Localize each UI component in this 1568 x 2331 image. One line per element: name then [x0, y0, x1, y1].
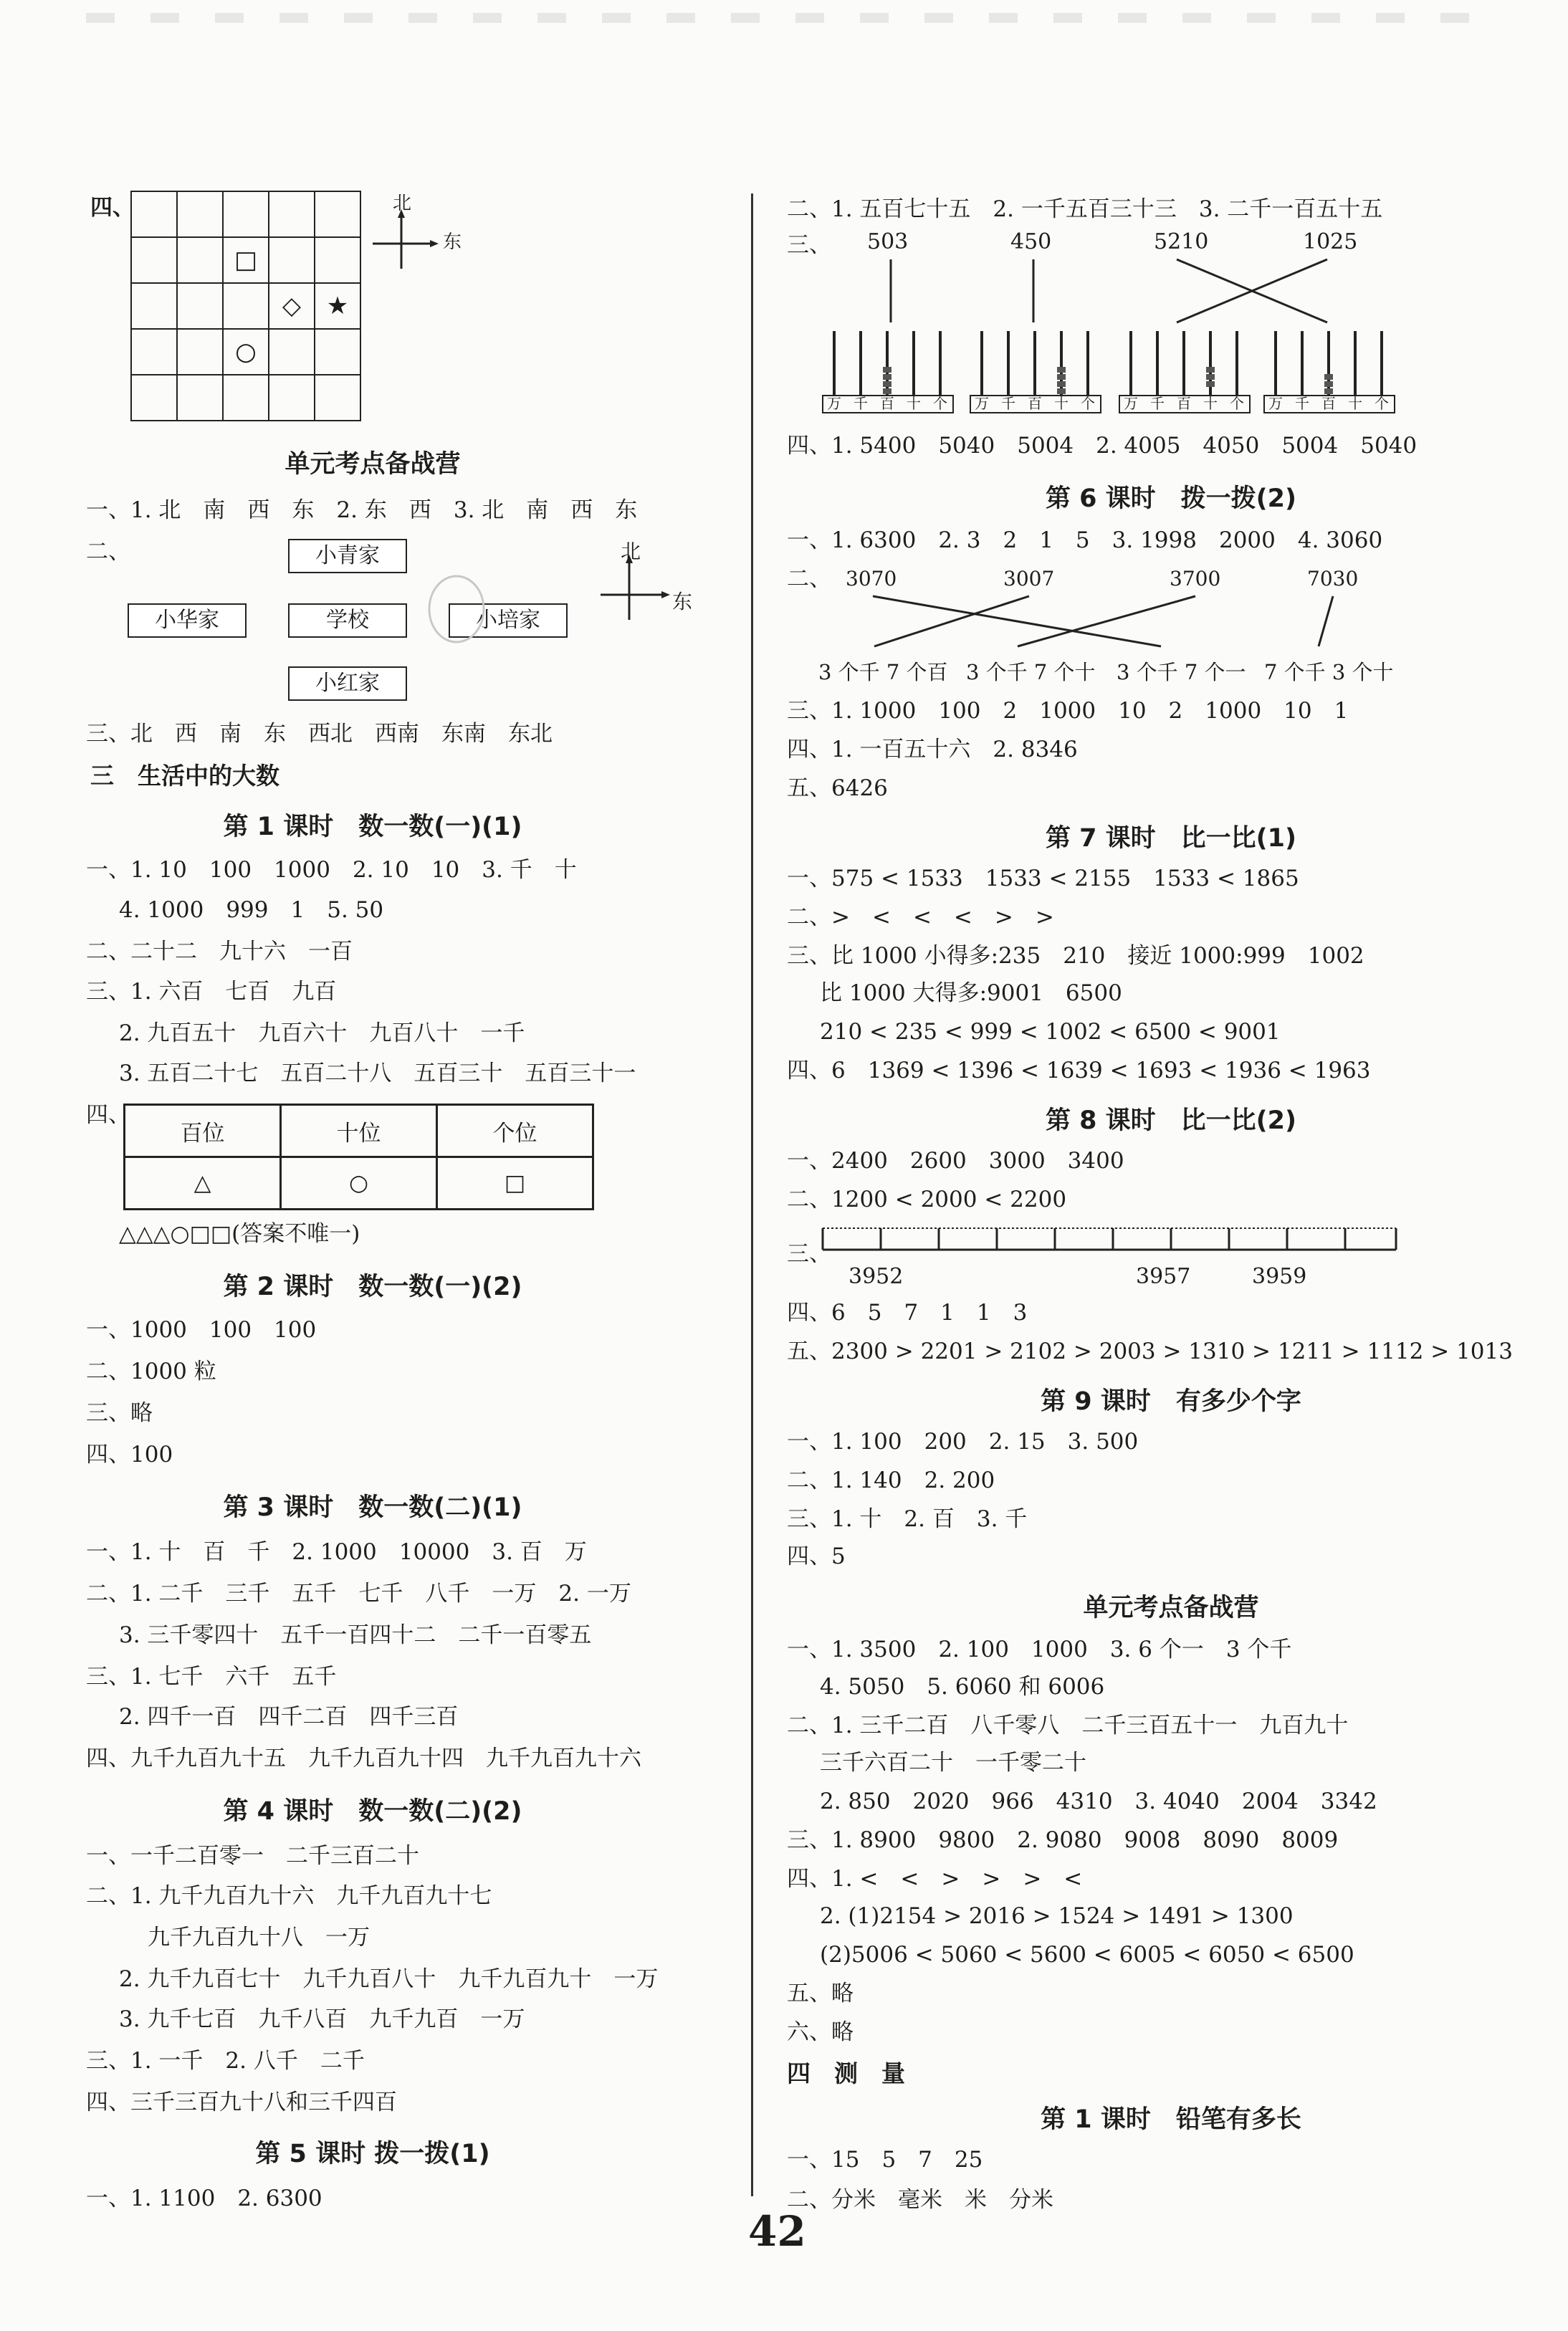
l6-number-3: 3700: [1170, 567, 1221, 590]
abacus-1-place-label: 百: [880, 395, 894, 412]
map-box-left: 小华家: [128, 603, 247, 638]
ur-q1: 一、1. 北 南 西 东 2. 东 西 3. 北 南 西 东: [86, 497, 638, 523]
l6-desc-4: 7 个千 3 个十: [1264, 660, 1394, 684]
l9-line-c: 三、1. 十 2. 百 3. 千: [787, 1506, 1028, 1532]
lesson-6-title: 第 6 课时 拨一拨(2): [1045, 484, 1297, 513]
l6-desc-2: 3 个千 7 个十: [966, 660, 1096, 684]
l9-line-d: 四、5: [787, 1543, 846, 1569]
l6-desc-3: 3 个千 7 个一: [1117, 660, 1246, 684]
grid-question-label: 四、: [90, 195, 135, 221]
l6-number-1: 3070: [846, 567, 897, 590]
pv-symbol-hundreds: △: [125, 1157, 281, 1210]
ur-q2-label: 二、: [86, 539, 130, 565]
ur2-line-i: (2)5006 < 5060 < 5600 < 6005 < 6050 < 6500: [820, 1942, 1354, 1968]
l1-line-f: 3. 五百二十七 五百二十八 五百三十 五百三十一: [119, 1061, 636, 1086]
abacus-2-place-label: 百: [1028, 395, 1042, 412]
r-line-c: 四、1. 5400 5040 5004 2. 4005 4050 5004 5040: [787, 433, 1418, 459]
star-symbol: ★: [315, 283, 360, 329]
ur2-line-g: 四、1. < < > > > <: [787, 1866, 1083, 1892]
ur2-line-k: 六、略: [787, 2019, 854, 2045]
abacus-3-place-label: 百: [1177, 395, 1191, 412]
l3-line-c: 3. 三千零四十 五千一百四十二 二千一百零五: [119, 1622, 592, 1648]
m1-line-b: 二、分米 毫米 米 分米: [787, 2187, 1053, 2213]
lesson-4-title: 第 4 课时 数一数(二)(2): [223, 1797, 522, 1826]
lesson-9-title: 第 9 课时 有多少个字: [1041, 1387, 1301, 1416]
abacus-2-place-label: 十: [1054, 395, 1069, 412]
l4-line-b: 二、1. 九千九百九十六 九千九百九十七: [86, 1883, 492, 1909]
l1-line-h: △△△○□□(答案不唯一): [119, 1221, 360, 1247]
l3-line-d: 三、1. 七千 六千 五千: [86, 1664, 337, 1690]
map-box-center: 学校: [288, 603, 407, 638]
ur2-line-j: 五、略: [787, 1981, 854, 2006]
circle-symbol: ○: [223, 329, 269, 375]
ur2-line-d: 三千六百二十 一千零二十: [820, 1750, 1086, 1776]
abacus-2-place-label: 千: [1001, 395, 1015, 412]
l1-line-d: 三、1. 六百 七百 九百: [86, 979, 337, 1005]
abacus-4-place-label: 千: [1295, 395, 1309, 412]
lesson-5-title: 第 5 课时 拨一拨(1): [255, 2140, 490, 2168]
abacus-1-place-label: 十: [907, 395, 921, 412]
r-line-b-label: 三、: [787, 232, 831, 258]
l7-line-f: 四、6 1369 < 1396 < 1639 < 1693 < 1936 < 1963: [787, 1058, 1371, 1083]
m1-line-a: 一、15 5 7 25: [787, 2147, 983, 2173]
ur2-line-c: 二、1. 三千二百 八千零八 二千三百五十一 九百九十: [787, 1713, 1349, 1738]
abacus-3-place-label: 十: [1203, 395, 1218, 412]
pv-header-ones: 个位: [437, 1105, 593, 1157]
l6-desc-1: 3 个千 7 个百: [818, 660, 948, 684]
ur2-line-f: 三、1. 8900 9800 2. 9080 9008 8090 8009: [787, 1827, 1339, 1853]
abacus-4-place-label: 个: [1375, 395, 1389, 412]
abacus-1-place-label: 个: [933, 395, 947, 412]
l8-line-a: 一、2400 2600 3000 3400: [787, 1148, 1124, 1174]
l7-line-a: 一、575 < 1533 1533 < 2155 1533 < 1865: [787, 866, 1299, 891]
l1-line-c: 二、二十二 九十六 一百: [86, 939, 353, 965]
abacus-3-place-label: 万: [1124, 395, 1138, 412]
map-compass-north: 北: [621, 540, 641, 563]
l6-line-d: 四、1. 一百五十六 2. 8346: [787, 737, 1078, 762]
watermark-stamp-icon: [424, 573, 489, 645]
place-value-table: [123, 1104, 594, 1210]
map-box-top: 小青家: [288, 539, 407, 573]
ur2-line-h: 2. (1)2154 > 2016 > 1524 > 1491 > 1300: [820, 1903, 1294, 1929]
l4-line-e: 3. 九千七百 九千八百 九千九百 一万: [119, 2006, 525, 2032]
l1-line-e: 2. 九百五十 九百六十 九百八十 一千: [119, 1020, 525, 1046]
l6-line-e: 五、6426: [787, 775, 888, 801]
map-compass-east: 东: [672, 590, 693, 613]
pv-header-tens: 十位: [281, 1105, 437, 1157]
l8-line-d: 四、6 5 7 1 1 3: [787, 1300, 1028, 1326]
abacus-4-place-label: 万: [1268, 395, 1283, 412]
l3-line-e: 2. 四千一百 四千二百 四千三百: [119, 1704, 459, 1730]
l1-line-a: 一、1. 10 100 1000 2. 10 10 3. 千 十: [86, 857, 577, 883]
l8-line-c-label: 三、: [787, 1241, 831, 1267]
l4-line-d: 2. 九千九百七十 九千九百八十 九千九百九十 一万: [119, 1966, 659, 1992]
l8-line-e: 五、2300 > 2201 > 2102 > 2003 > 1310 > 1211 > 1112 > 1013: [787, 1339, 1513, 1364]
l9-line-a: 一、1. 100 200 2. 15 3. 500: [787, 1429, 1139, 1455]
ur2-line-b: 4. 5050 5. 6060 和 6006: [820, 1674, 1105, 1700]
ur-q3: 三、北 西 南 东 西北 西南 东南 东北: [86, 721, 553, 747]
l6-line-a: 一、1. 6300 2. 3 2 1 5 3. 1998 2000 4. 3060: [787, 527, 1383, 553]
column-divider: [751, 193, 753, 2196]
abacus-2-place-label: 万: [975, 395, 989, 412]
l4-line-g: 四、三千三百九十八和三千四百: [86, 2090, 397, 2115]
l6-match-lines: [774, 595, 1491, 652]
l7-line-b: 二、> < < < > >: [787, 904, 1054, 930]
numline-label-2: 3957: [1136, 1264, 1191, 1289]
abacus-match-lines: [774, 259, 1491, 331]
unit-review-title: 单元考点备战营: [285, 450, 461, 479]
lesson-2-title: 第 2 课时 数一数(一)(2): [223, 1273, 522, 1301]
diamond-symbol: ◇: [269, 283, 315, 329]
abacus-1-place-label: 千: [854, 395, 868, 412]
l7-line-c: 三、比 1000 小得多:235 210 接近 1000:999 1002: [787, 943, 1364, 969]
abacus-1-place-label: 万: [827, 395, 841, 412]
abacus-4-place-label: 百: [1321, 395, 1336, 412]
grid-compass-north: 北: [393, 193, 412, 214]
l1-line-b: 4. 1000 999 1 5. 50: [119, 897, 384, 923]
position-grid: [130, 191, 361, 421]
abacus-number-1: 503: [867, 229, 909, 254]
pv-symbol-tens: ○: [281, 1157, 437, 1210]
abacus-3-place-label: 千: [1150, 395, 1165, 412]
l4-line-a: 一、一千二百零一 二千三百二十: [86, 1843, 419, 1869]
l4-line-f: 三、1. 一千 2. 八千 二千: [86, 2048, 365, 2074]
numline-label-3: 3959: [1252, 1264, 1307, 1289]
map-box-bottom: 小红家: [288, 666, 407, 701]
abacus-4-place-label: 十: [1348, 395, 1362, 412]
l3-line-b: 二、1. 二千 三千 五千 七千 八千 一万 2. 一万: [86, 1581, 631, 1607]
l2-line-a: 一、1000 100 100: [86, 1317, 317, 1343]
pv-header-hundreds: 百位: [125, 1105, 281, 1157]
abacus-number-3: 5210: [1154, 229, 1209, 254]
abacus-number-4: 1025: [1303, 229, 1358, 254]
unit-review-2-title: 单元考点备战营: [1083, 1594, 1259, 1622]
grid-compass-east: 东: [443, 231, 462, 253]
l6-line-b-label: 二、: [787, 566, 831, 592]
r-line-a: 二、1. 五百七十五 2. 一千五百三十三 3. 二千一百五十五: [787, 196, 1383, 222]
l7-line-e: 210 < 235 < 999 < 1002 < 6500 < 9001: [820, 1019, 1281, 1045]
abacus-3-place-label: 个: [1230, 395, 1244, 412]
lesson-7-title: 第 7 课时 比一比(1): [1045, 824, 1297, 853]
pv-symbol-ones: □: [437, 1157, 593, 1210]
lesson-1-title: 第 1 课时 数一数(一)(1): [223, 813, 522, 841]
l9-line-b: 二、1. 140 2. 200: [787, 1468, 995, 1493]
number-line: [817, 1222, 1405, 1258]
l4-line-c: 九千九百九十八 一万: [148, 1925, 370, 1951]
l2-line-d: 四、100: [86, 1442, 173, 1468]
chapter-4-title: 四 测 量: [787, 2059, 905, 2087]
l3-line-a: 一、1. 十 百 千 2. 1000 10000 3. 百 万: [86, 1539, 587, 1565]
l3-line-f: 四、九千九百九十五 九千九百九十四 九千九百九十六: [86, 1746, 641, 1771]
l5-line-a: 一、1. 1100 2. 6300: [86, 2186, 322, 2211]
chapter-3-title: 三 生活中的大数: [90, 762, 279, 790]
l6-line-c: 三、1. 1000 100 2 1000 10 2 1000 10 1: [787, 698, 1349, 724]
top-scan-mark: [86, 13, 1491, 23]
abacus-number-2: 450: [1010, 229, 1052, 254]
l1-line-g-label: 四、: [86, 1102, 130, 1128]
l2-line-c: 三、略: [86, 1400, 153, 1426]
page-number: 42: [748, 2207, 806, 2256]
map-box-right: 小培家: [449, 603, 568, 638]
ur2-line-e: 2. 850 2020 966 4310 3. 4040 2004 3342: [820, 1789, 1377, 1814]
lesson-3-title: 第 3 课时 数一数(二)(1): [223, 1493, 522, 1522]
l8-line-b: 二、1200 < 2000 < 2200: [787, 1187, 1067, 1212]
l6-number-2: 3007: [1003, 567, 1055, 590]
ur2-line-a: 一、1. 3500 2. 100 1000 3. 6 个一 3 个千: [787, 1637, 1292, 1662]
l2-line-b: 二、1000 粒: [86, 1359, 216, 1384]
l6-number-4: 7030: [1307, 567, 1359, 590]
l7-line-d: 比 1000 大得多:9001 6500: [820, 980, 1122, 1006]
abacus-2-place-label: 个: [1081, 395, 1095, 412]
lesson-8-title: 第 8 课时 比一比(2): [1045, 1106, 1297, 1135]
measure-lesson-1-title: 第 1 课时 铅笔有多长: [1041, 2105, 1301, 2134]
square-symbol: □: [223, 237, 269, 283]
numline-label-1: 3952: [848, 1264, 904, 1289]
